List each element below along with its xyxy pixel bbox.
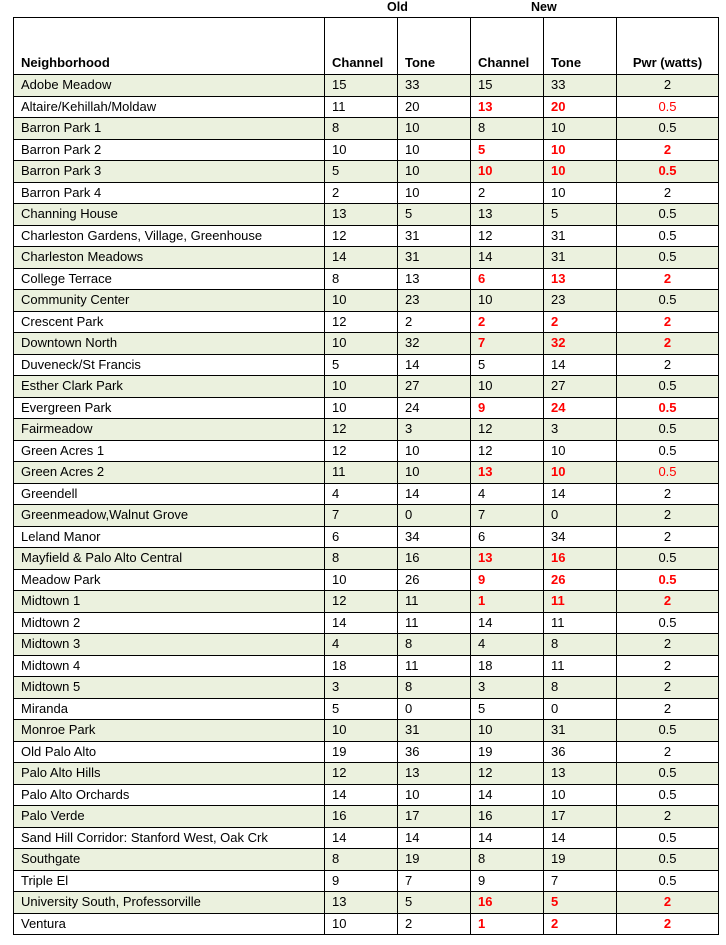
new-tone-cell: 24 [544,397,617,419]
old-channel-cell: 10 [325,397,398,419]
neighborhood-cell: Barron Park 3 [14,161,325,183]
table-row [14,354,719,376]
new-tone-cell: 32 [544,333,617,355]
col-header-neighborhood: Neighborhood [14,18,325,75]
new-tone-cell: 0 [544,505,617,527]
new-channel-cell: 15 [471,75,544,97]
neighborhood-cell: Duveneck/St Francis [14,354,325,376]
old-tone-cell: 31 [398,720,471,742]
col-header-new-tone: Tone [544,18,617,75]
old-tone-cell: 36 [398,741,471,763]
neighborhood-cell: College Terrace [14,268,325,290]
table-row [14,462,719,484]
new-tone-cell: 10 [544,118,617,140]
power-cell: 2 [617,75,719,97]
power-cell: 0.5 [617,96,719,118]
old-channel-cell: 5 [325,354,398,376]
table-row [14,118,719,140]
table-row [14,247,719,269]
neighborhood-cell: Southgate [14,849,325,871]
old-channel-cell: 16 [325,806,398,828]
power-cell: 0.5 [617,118,719,140]
old-channel-cell: 4 [325,634,398,656]
new-tone-cell: 31 [544,720,617,742]
neighborhood-cell: Altaire/Kehillah/Moldaw [14,96,325,118]
old-tone-cell: 5 [398,892,471,914]
new-channel-cell: 12 [471,440,544,462]
neighborhood-cell: Midtown 1 [14,591,325,613]
old-channel-cell: 8 [325,268,398,290]
new-tone-cell: 10 [544,161,617,183]
neighborhood-cell: University South, Professorville [14,892,325,914]
power-cell: 2 [617,354,719,376]
table-row [14,333,719,355]
new-tone-cell: 11 [544,591,617,613]
header-row [14,18,719,75]
old-tone-cell: 5 [398,204,471,226]
neighborhood-cell: Midtown 2 [14,612,325,634]
power-cell: 0.5 [617,827,719,849]
table-row [14,290,719,312]
new-tone-cell: 0 [544,698,617,720]
table-row [14,225,719,247]
old-channel-cell: 10 [325,139,398,161]
old-channel-cell: 4 [325,483,398,505]
old-tone-cell: 0 [398,505,471,527]
neighborhood-cell: Ventura [14,913,325,935]
new-tone-cell: 19 [544,849,617,871]
old-tone-cell: 11 [398,612,471,634]
col-header-power: Pwr (watts) [617,18,719,75]
new-channel-cell: 1 [471,591,544,613]
table-row [14,483,719,505]
old-tone-cell: 20 [398,96,471,118]
new-channel-cell: 13 [471,462,544,484]
old-tone-cell: 14 [398,827,471,849]
new-tone-cell: 34 [544,526,617,548]
old-tone-cell: 2 [398,311,471,333]
power-cell: 0.5 [617,870,719,892]
new-channel-cell: 9 [471,569,544,591]
old-tone-cell: 10 [398,118,471,140]
col-header-old-channel: Channel [325,18,398,75]
table-row [14,806,719,828]
new-channel-cell: 14 [471,247,544,269]
table-row [14,849,719,871]
old-tone-cell: 33 [398,75,471,97]
table-row [14,892,719,914]
neighborhood-cell: Barron Park 2 [14,139,325,161]
new-channel-cell: 19 [471,741,544,763]
power-cell: 2 [617,182,719,204]
power-cell: 0.5 [617,462,719,484]
old-channel-cell: 8 [325,118,398,140]
old-channel-cell: 10 [325,569,398,591]
table-row [14,139,719,161]
power-cell: 2 [617,333,719,355]
group-header-old: Old [387,0,408,14]
old-tone-cell: 10 [398,182,471,204]
new-tone-cell: 31 [544,247,617,269]
neighborhood-cell: Old Palo Alto [14,741,325,763]
new-tone-cell: 10 [544,182,617,204]
old-channel-cell: 8 [325,548,398,570]
table-row [14,569,719,591]
new-channel-cell: 3 [471,677,544,699]
power-cell: 0.5 [617,397,719,419]
power-cell: 0.5 [617,161,719,183]
new-tone-cell: 23 [544,290,617,312]
old-channel-cell: 14 [325,247,398,269]
old-channel-cell: 12 [325,440,398,462]
old-channel-cell: 11 [325,462,398,484]
power-cell: 0.5 [617,569,719,591]
table-row [14,419,719,441]
col-header-old-tone: Tone [398,18,471,75]
old-channel-cell: 10 [325,290,398,312]
old-tone-cell: 27 [398,376,471,398]
table-row [14,720,719,742]
old-tone-cell: 13 [398,763,471,785]
old-tone-cell: 14 [398,354,471,376]
new-channel-cell: 7 [471,333,544,355]
neighborhood-cell: Mayfield & Palo Alto Central [14,548,325,570]
table-row [14,397,719,419]
new-tone-cell: 13 [544,268,617,290]
new-channel-cell: 12 [471,763,544,785]
col-header-new-channel: Channel [471,18,544,75]
neighborhood-cell: Midtown 4 [14,655,325,677]
new-channel-cell: 1 [471,913,544,935]
new-channel-cell: 2 [471,311,544,333]
table-row [14,376,719,398]
old-tone-cell: 10 [398,784,471,806]
new-tone-cell: 5 [544,892,617,914]
new-channel-cell: 9 [471,870,544,892]
old-tone-cell: 34 [398,526,471,548]
old-channel-cell: 13 [325,204,398,226]
new-channel-cell: 5 [471,139,544,161]
table-row [14,741,719,763]
old-tone-cell: 17 [398,806,471,828]
old-channel-cell: 10 [325,720,398,742]
old-channel-cell: 3 [325,677,398,699]
new-channel-cell: 6 [471,268,544,290]
neighborhood-cell: Greendell [14,483,325,505]
old-channel-cell: 14 [325,827,398,849]
old-channel-cell: 12 [325,419,398,441]
new-channel-cell: 6 [471,526,544,548]
old-tone-cell: 3 [398,419,471,441]
new-channel-cell: 14 [471,827,544,849]
old-tone-cell: 10 [398,161,471,183]
neighborhood-cell: Evergreen Park [14,397,325,419]
old-tone-cell: 8 [398,634,471,656]
new-channel-cell: 10 [471,161,544,183]
new-tone-cell: 10 [544,139,617,161]
neighborhood-cell: Midtown 5 [14,677,325,699]
table-row [14,204,719,226]
power-cell: 2 [617,311,719,333]
new-tone-cell: 36 [544,741,617,763]
power-cell: 2 [617,139,719,161]
table-row [14,870,719,892]
neighborhood-cell: Palo Alto Hills [14,763,325,785]
neighborhood-cell: Esther Clark Park [14,376,325,398]
new-channel-cell: 12 [471,419,544,441]
table-row [14,913,719,935]
neighborhood-cell: Greenmeadow,Walnut Grove [14,505,325,527]
power-cell: 2 [617,505,719,527]
neighborhood-cell: Green Acres 2 [14,462,325,484]
new-channel-cell: 8 [471,849,544,871]
new-tone-cell: 13 [544,763,617,785]
old-tone-cell: 26 [398,569,471,591]
old-channel-cell: 6 [325,526,398,548]
new-tone-cell: 14 [544,827,617,849]
table-row [14,311,719,333]
neighborhood-cell: Leland Manor [14,526,325,548]
new-channel-cell: 7 [471,505,544,527]
new-channel-cell: 5 [471,354,544,376]
neighborhood-cell: Barron Park 1 [14,118,325,140]
power-cell: 2 [617,913,719,935]
new-channel-cell: 16 [471,892,544,914]
old-tone-cell: 7 [398,870,471,892]
new-tone-cell: 10 [544,440,617,462]
new-channel-cell: 4 [471,483,544,505]
neighborhood-cell: Charleston Gardens, Village, Greenhouse [14,225,325,247]
channel-assignment-table [13,17,719,935]
new-channel-cell: 13 [471,204,544,226]
old-channel-cell: 9 [325,870,398,892]
new-tone-cell: 31 [544,225,617,247]
new-channel-cell: 13 [471,96,544,118]
power-cell: 0.5 [617,204,719,226]
old-channel-cell: 5 [325,161,398,183]
new-tone-cell: 7 [544,870,617,892]
new-tone-cell: 20 [544,96,617,118]
power-cell: 2 [617,526,719,548]
old-tone-cell: 11 [398,655,471,677]
neighborhood-cell: Midtown 3 [14,634,325,656]
power-cell: 2 [617,892,719,914]
old-tone-cell: 14 [398,483,471,505]
power-cell: 0.5 [617,548,719,570]
new-tone-cell: 3 [544,419,617,441]
new-tone-cell: 11 [544,655,617,677]
power-cell: 0.5 [617,784,719,806]
old-channel-cell: 14 [325,612,398,634]
new-tone-cell: 14 [544,354,617,376]
new-channel-cell: 16 [471,806,544,828]
power-cell: 2 [617,806,719,828]
old-channel-cell: 19 [325,741,398,763]
new-channel-cell: 18 [471,655,544,677]
new-channel-cell: 10 [471,376,544,398]
new-channel-cell: 14 [471,784,544,806]
new-channel-cell: 2 [471,182,544,204]
old-channel-cell: 2 [325,182,398,204]
table-row [14,96,719,118]
table-row [14,591,719,613]
new-channel-cell: 13 [471,548,544,570]
power-cell: 0.5 [617,849,719,871]
power-cell: 0.5 [617,440,719,462]
neighborhood-cell: Barron Park 4 [14,182,325,204]
power-cell: 0.5 [617,419,719,441]
new-tone-cell: 16 [544,548,617,570]
old-tone-cell: 31 [398,247,471,269]
old-tone-cell: 32 [398,333,471,355]
new-channel-cell: 4 [471,634,544,656]
neighborhood-cell: Palo Verde [14,806,325,828]
table-row [14,505,719,527]
neighborhood-cell: Crescent Park [14,311,325,333]
neighborhood-cell: Miranda [14,698,325,720]
new-tone-cell: 5 [544,204,617,226]
power-cell: 0.5 [617,225,719,247]
table-row [14,182,719,204]
table-row [14,268,719,290]
neighborhood-cell: Triple El [14,870,325,892]
old-tone-cell: 0 [398,698,471,720]
new-tone-cell: 2 [544,913,617,935]
power-cell: 2 [617,677,719,699]
neighborhood-cell: Meadow Park [14,569,325,591]
old-tone-cell: 10 [398,139,471,161]
old-channel-cell: 18 [325,655,398,677]
new-tone-cell: 27 [544,376,617,398]
neighborhood-cell: Charleston Meadows [14,247,325,269]
old-channel-cell: 13 [325,892,398,914]
new-tone-cell: 26 [544,569,617,591]
new-channel-cell: 8 [471,118,544,140]
old-tone-cell: 31 [398,225,471,247]
new-tone-cell: 11 [544,612,617,634]
old-tone-cell: 10 [398,440,471,462]
power-cell: 0.5 [617,247,719,269]
table-row [14,827,719,849]
old-channel-cell: 11 [325,96,398,118]
table-row [14,612,719,634]
table-row [14,634,719,656]
power-cell: 2 [617,483,719,505]
table-row [14,698,719,720]
table-row [14,75,719,97]
old-tone-cell: 11 [398,591,471,613]
old-channel-cell: 15 [325,75,398,97]
old-tone-cell: 16 [398,548,471,570]
old-channel-cell: 8 [325,849,398,871]
new-tone-cell: 8 [544,634,617,656]
power-cell: 0.5 [617,290,719,312]
power-cell: 2 [617,591,719,613]
new-channel-cell: 12 [471,225,544,247]
power-cell: 2 [617,634,719,656]
old-tone-cell: 24 [398,397,471,419]
neighborhood-cell: Adobe Meadow [14,75,325,97]
new-channel-cell: 5 [471,698,544,720]
new-channel-cell: 9 [471,397,544,419]
neighborhood-cell: Downtown North [14,333,325,355]
old-tone-cell: 13 [398,268,471,290]
power-cell: 2 [617,268,719,290]
new-tone-cell: 14 [544,483,617,505]
new-tone-cell: 8 [544,677,617,699]
table-row [14,440,719,462]
power-cell: 2 [617,741,719,763]
old-channel-cell: 5 [325,698,398,720]
power-cell: 0.5 [617,612,719,634]
table-row [14,526,719,548]
old-channel-cell: 12 [325,225,398,247]
old-channel-cell: 12 [325,591,398,613]
new-channel-cell: 10 [471,290,544,312]
neighborhood-cell: Palo Alto Orchards [14,784,325,806]
group-header-new: New [531,0,557,14]
old-channel-cell: 14 [325,784,398,806]
neighborhood-cell: Green Acres 1 [14,440,325,462]
new-tone-cell: 10 [544,462,617,484]
old-channel-cell: 12 [325,763,398,785]
old-tone-cell: 19 [398,849,471,871]
power-cell: 2 [617,655,719,677]
old-channel-cell: 10 [325,376,398,398]
power-cell: 0.5 [617,763,719,785]
table-row [14,655,719,677]
table-row [14,763,719,785]
old-channel-cell: 7 [325,505,398,527]
table-body [14,75,719,935]
new-channel-cell: 10 [471,720,544,742]
old-tone-cell: 23 [398,290,471,312]
neighborhood-cell: Monroe Park [14,720,325,742]
new-tone-cell: 17 [544,806,617,828]
old-tone-cell: 8 [398,677,471,699]
power-cell: 0.5 [617,720,719,742]
power-cell: 2 [617,698,719,720]
new-channel-cell: 14 [471,612,544,634]
neighborhood-cell: Community Center [14,290,325,312]
new-tone-cell: 33 [544,75,617,97]
neighborhood-cell: Channing House [14,204,325,226]
old-tone-cell: 2 [398,913,471,935]
table-row [14,161,719,183]
neighborhood-cell: Fairmeadow [14,419,325,441]
power-cell: 0.5 [617,376,719,398]
old-channel-cell: 10 [325,333,398,355]
old-tone-cell: 10 [398,462,471,484]
table-row [14,677,719,699]
table-row [14,548,719,570]
new-tone-cell: 2 [544,311,617,333]
table-row [14,784,719,806]
old-channel-cell: 12 [325,311,398,333]
old-channel-cell: 10 [325,913,398,935]
new-tone-cell: 10 [544,784,617,806]
neighborhood-cell: Sand Hill Corridor: Stanford West, Oak Crk [14,827,325,849]
